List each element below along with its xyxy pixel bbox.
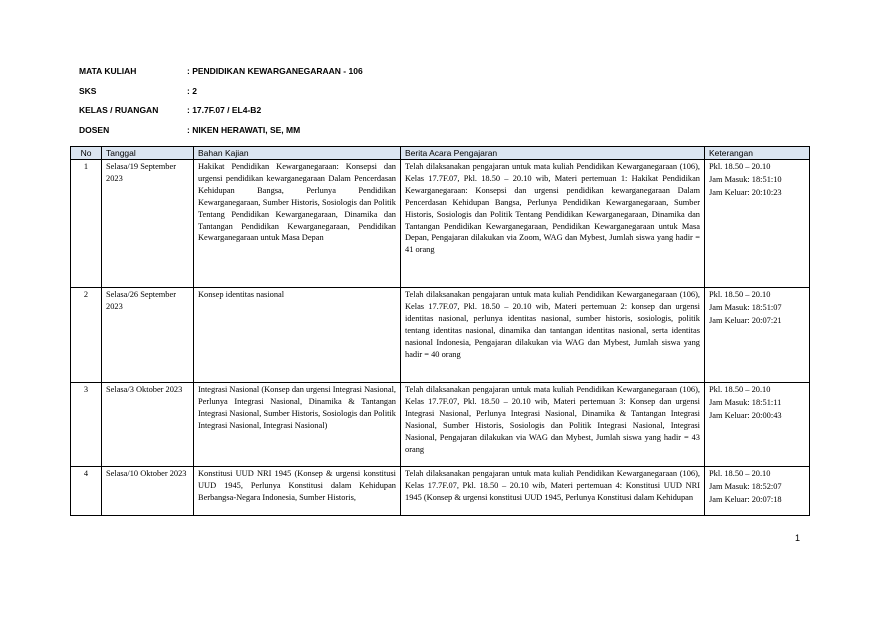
class-value: : 17.7F.07 / EL4-B2 [187,105,262,115]
cell-keterangan [705,288,810,383]
col-header-keterangan: Keterangan [705,147,810,160]
page-number: 1 [795,533,801,543]
col-header-no: No [71,147,102,160]
cell-tanggal: Selasa/10 Oktober 2023 [102,467,194,516]
class-row [79,105,363,125]
sks-label: SKS [79,85,97,96]
ket-out: Jam Keluar: 20:07:21 [709,315,782,325]
cell-berita: Telah dilaksanakan pengajaran untuk mata kuliah Pendidikan Kewarganegaraan (106), Kelas 17.7F.07, Pkl. 18.50 – 20.10 wib, Materi pertemuan 4: Konstitusi UUD NRI 1945 (Konsep & urgensi konstitusi UUD 1945, Perlunya Konstitusi dalam Kehidupan [401,467,705,516]
cell-no: 3 [71,383,102,467]
table-row [71,467,810,516]
course-value: : PENDIDIKAN KEWARGANEGARAAN - 106 [187,66,363,76]
cell-berita: Telah dilaksanakan pengajaran untuk mata kuliah Pendidikan Kewarganegaraan (106), Kelas 17.7F.07, Pkl. 18.50 – 20.10 wib, Materi pertemuan 3: Konsep dan urgensi Integrasi Nasional, Perlunya Integrasi Nasional, Dinamika & Tantangan Integrasi Nasional, Sumber Historis, Sosiologis dan Politik Integrasi Nasional, Integrasi Nasional, Pengajaran dilakukan via WAG dan Mybest, Jumlah siswa yang hadir = 43 orang [401,383,705,467]
ket-out: Jam Keluar: 20:07:18 [709,494,782,504]
lecturer-value: : NIKEN HERAWATI, SE, MM [187,124,301,135]
cell-keterangan [705,160,810,288]
ket-out: Jam Keluar: 20:00:43 [709,410,782,420]
col-header-tanggal: Tanggal [102,147,194,160]
col-header-bahan: Bahan Kajian [194,147,401,160]
cell-bahan: Integrasi Nasional (Konsep dan urgensi Integrasi Nasional, Perlunya Integrasi Nasional, Dinamika & Tantangan Integrasi Nasional, Sumber Historis, Sosiologis dan Politik Integrasi Nasional, Integrasi Nasional) [194,383,401,467]
class-label: KELAS / RUANGAN [79,105,159,115]
attendance-table [70,146,810,516]
ket-in: Jam Masuk: 18:51:10 [709,174,782,184]
course-row [79,66,363,86]
cell-bahan: Hakikat Pendidikan Kewarganegaraan: Konsepsi dan urgensi pendidikan kewarganegaraan Dalam Pencerdasan Kehidupan Bangsa, Perlunya Pendidikan Kewarganegaraan, Sumber Historis, Sosiologis dan Politik Tentang Pendidikan Kewarganegaraan, Dinamika dan Tantangan Pendidikan Kewarganegaraan, Pendidikan Kewarganegaraan untuk Masa Depan [194,160,401,288]
cell-berita: Telah dilaksanakan pengajaran untuk mata kuliah Pendidikan Kewarganegaraan (106), Kelas 17.7F.07, Pkl. 18.50 – 20.10 wib, Materi pertemuan 1: Hakikat Pendidikan Kewarganegaraan: Konsepsi dan urgensi pendidikan kewarganegaraan Dalam Pencerdasan Kehidupan Bangsa, Perlunya Pendidikan Kewarganegaraan, Sumber Historis, Sosiologis dan Politik Tentang Pendidikan Kewarganegaraan, Dinamika dan Tantangan Pendidikan Kewarganegaraan, Pendidikan Kewarganegaraan untuk Masa Depan, Pengajaran dilakukan via Zoom, WAG dan Mybest, Jumlah siswa yang hadir = 41 orang [401,160,705,288]
cell-tanggal: Selasa/26 September 2023 [102,288,194,383]
cell-keterangan [705,383,810,467]
cell-no: 4 [71,467,102,516]
table-header-row [71,147,810,160]
cell-no: 1 [71,160,102,288]
ket-time: Pkl. 18.50 – 20.10 [709,385,771,394]
cell-berita: Telah dilaksanakan pengajaran untuk mata kuliah Pendidikan Kewarganegaraan (106), Kelas 17.7F.07, Pkl. 18.50 – 20.10 wib, Materi pertemuan 2: konsep dan urgensi identitas nasional, perlunya identitas nasional, sumber historis, sosiologis, politik tentang identitas nasional, dinamika dan tantangan identitas nasional, serta identitas nasional Indonesia, Pengajaran dilakukan via WAG dan Mybest, Jumlah siswa yang hadir = 40 orang [401,288,705,383]
ket-in: Jam Masuk: 18:51:11 [709,397,782,407]
cell-keterangan [705,467,810,516]
cell-bahan: Konsep identitas nasional [194,288,401,383]
ket-in: Jam Masuk: 18:51:07 [709,302,782,312]
ket-in: Jam Masuk: 18:52:07 [709,481,782,491]
col-header-berita: Berita Acara Pengajaran [401,147,705,160]
ket-time: Pkl. 18.50 – 20.10 [709,162,771,171]
cell-bahan: Konstitusi UUD NRI 1945 (Konsep & urgensi konstitusi UUD 1945, Perlunya Konstitusi dalam Kehidupan Berbangsa-Negara Indonesia, Sumber Historis, [194,467,401,516]
lecturer-row [79,125,363,145]
table-row [71,288,810,383]
cell-tanggal: Selasa/19 September 2023 [102,160,194,288]
ket-time: Pkl. 18.50 – 20.10 [709,290,771,299]
cell-tanggal: Selasa/3 Oktober 2023 [102,383,194,467]
table-row [71,383,810,467]
lecturer-label: DOSEN [79,124,110,135]
document-header [79,66,363,144]
table-row [71,160,810,288]
course-label: MATA KULIAH [79,66,137,76]
ket-out: Jam Keluar: 20:10:23 [709,187,782,197]
sks-row [79,86,363,106]
ket-time: Pkl. 18.50 – 20.10 [709,469,771,478]
sks-value: : 2 [187,85,197,96]
cell-no: 2 [71,288,102,383]
